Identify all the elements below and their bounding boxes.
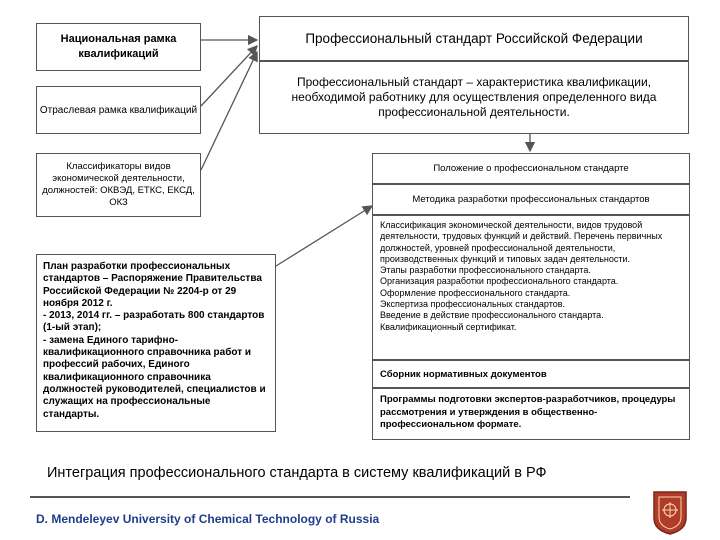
collection-label: Сборник нормативных документов: [380, 368, 547, 380]
arrow-plan-to-standard: [276, 206, 372, 266]
methodology-box: [372, 184, 690, 215]
development-plan-box: [36, 254, 276, 432]
regulation-box: [372, 153, 690, 184]
national-framework-label: Национальная рамка квалификаций: [60, 33, 177, 60]
national-framework-box: [36, 23, 201, 71]
arrow-sectoral-to-standard: [201, 46, 257, 106]
university-name: D. Mendeleyev University of Chemical Technology of Russia: [36, 512, 380, 526]
development-plan-text: План разработки профессиональных стандартов – Распоряжение Правительства Российской Федерации № 2204-р от 29 ноября 2012 г. - 2013, 2014 гг. – разработать 800 стандартов (1-ый этап); - замена Единого тарифно-квалификационного справочника работ и профессий рабочих, Единого квалификационного справочника должностей руководителей, специалистов и служащих на профессиональные стандарты.: [43, 261, 266, 420]
professional-standard-title: Профессиональный стандарт Российской Федерации: [305, 31, 643, 46]
programs-text: Программы подготовки экспертов-разработчиков, процедуры рассмотрения и утверждения в общественно-профессиональном формате.: [380, 394, 676, 430]
programs-box: [372, 388, 690, 440]
collection-box: [372, 360, 690, 388]
university-emblem-icon: [650, 488, 690, 536]
classifiers-box: [36, 153, 201, 217]
classifiers-label: Классификаторы видов экономической деятельности, должностей: ОКВЭД, ЕТКС, ЕКСД, ОКЗ: [42, 161, 195, 208]
methodology-label: Методика разработки профессиональных стандартов: [412, 194, 650, 205]
professional-standard-definition: Профессиональный стандарт – характеристика квалификации, необходимой работнику для осуществления определенного вида профессиональной деятельности.: [291, 75, 657, 119]
professional-standard-title-box: [259, 16, 689, 61]
classification-box: [372, 215, 690, 360]
sectoral-framework-label: Отраслевая рамка квалификаций: [39, 104, 198, 116]
classification-text: Классификация экономической деятельности, видов трудовой деятельности, трудовых функций и действий. Перечень первичных должностей, уровней профессиональной деятельности, производственных функций и типовых задач деятельности. Этапы разработки профессионального стандарта. Организация разработки профессионального стандарта. Оформление профессионального стандарта. Экспертиза профессиональных стандартов. Введение в действие профессионального стандарта. Квалификационный сертификат.: [380, 220, 663, 332]
sectoral-framework-box: [36, 86, 201, 134]
integration-caption: Интеграция профессионального стандарта в систему квалификаций в РФ: [47, 465, 547, 481]
footer-divider: [30, 496, 630, 498]
professional-standard-definition-box: [259, 61, 689, 134]
regulation-label: Положение о профессиональном стандарте: [433, 163, 629, 174]
arrow-classifiers-to-standard: [201, 52, 257, 170]
